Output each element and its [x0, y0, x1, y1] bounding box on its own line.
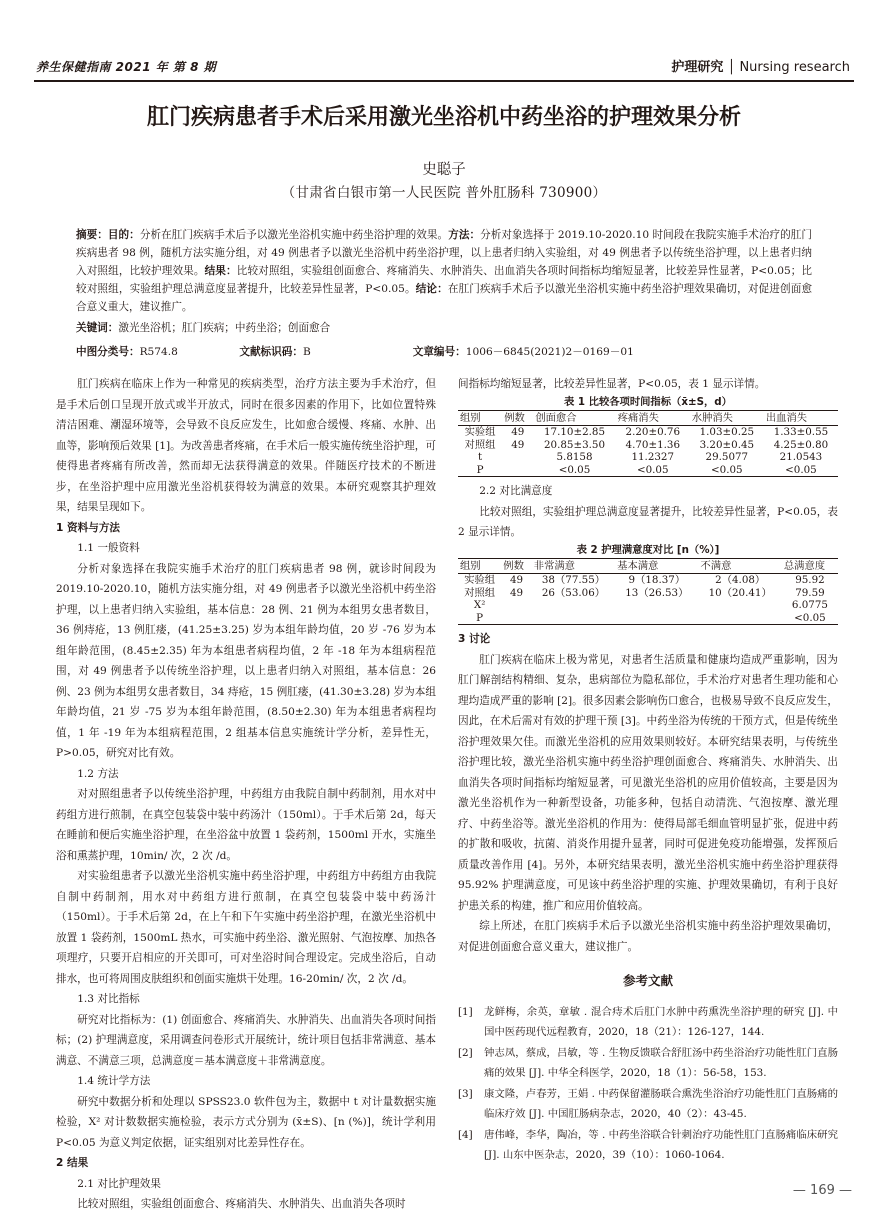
table-cell: 49 [509, 574, 524, 586]
references-list [458, 1002, 838, 1166]
discussion-paragraph: 肛门疾病在临床上极为常见，对患者生活质量和健康均造成严重影响，因为肛门解剖结构精细、复杂，患病部位为隐私部位，手术治疗对患者生理功能和心理均造成严重的影响 [2]。很多因素会影响伤口愈合，也极易导致不良反应发生，因此，在术后需对有效的护理干预 [3]。中药坐浴为传统的干预方式，但是传统坐浴护理效果欠佳。而激光坐浴机的应用效果则较好。本研究结果表明，与传统坐浴护理比较，激光坐浴机实施中药坐浴护理创面愈合、疼痛消失、水肿消失、出血消失各项时间指标均缩短显著，可见激光坐浴机的应用价值较高，主要是因为激光坐浴机作为一种新型设备，功能多种，包括自动清洗、气泡按摩、激光理疗、中药坐浴等。激光坐浴机的作用为：使得局部毛细血管明显扩张，促进中药的扩散和吸收，抗菌、消炎作用提升显著，同时可促进免疫功能增强，发挥预后质量改善作用 [4]。另外，本研究结果表明，激光坐浴机实施中药坐浴护理获得 95.92% 护理满意度，可见该中药坐浴护理的实施、护理效果确切，有利于良好护患关系的构建，推广和应用价值较高。 [458, 653, 838, 912]
table-header-cell: 创面愈合 [533, 410, 615, 426]
table-cell: 实验组 [464, 426, 496, 438]
table-cell: 79.59 [795, 586, 825, 599]
table-cell: 4.25±0.80 [773, 438, 829, 451]
experimental-method-paragraph: 对实验组患者予以激光坐浴机实施中药坐浴护理，中药组方中药组方由我院自制中药制剂，用水对中药组方进行煎制，在真空包装袋中装中药汤汁（150ml）。于手术后第 2d，在上午和下午实施中药坐浴护理，在激光坐浴机中放置 1 袋药剂，1500mL 热水，可实施中药坐浴、激光照射、气泡按摩、加热各项理疗，只要开启相应的开关即可，可对坐浴时间合理设定。完成坐浴后，自动排水，也可将周围皮肤组织和创面实施烘干处理。16-20min/ 次，2 次 /d。 [56, 870, 436, 985]
table-header-cell: 非常满意 [532, 558, 615, 574]
table-cell: 1.33±0.55 [773, 426, 829, 438]
subsection-heading: 1.4 统计学方法 [77, 1075, 151, 1087]
table-cell: t [478, 451, 483, 463]
table-header-cell: 疼痛消失 [616, 410, 690, 426]
methods-text: 分析对象选择于 2019.10-2020.10 时间段在我院实施手术治疗的肛门疾病患者 98 例，随机方法实施分组，对 49 例患者予以激光坐浴机中药坐浴护理，以上患者归纳入实验组，对 49 例患者予以传统坐浴护理，以上患者归纳入对照组，比较护理效果。 [76, 229, 813, 277]
references-heading: 参考文献 [622, 973, 673, 988]
reference-number: [3] [458, 1087, 473, 1100]
keywords [76, 320, 330, 335]
table-header-cell: 基本满意 [615, 558, 698, 574]
table-cell: 38（77.55） [541, 574, 606, 586]
reference-text: 钟志凤，蔡成，吕敏，等 . 生物反馈联合舒肛汤中药坐浴治疗功能性肛门直肠痛的效果 [J]. 中华全科医学，2020，18（1）：56-58，153. [484, 1046, 838, 1079]
reference-item [458, 1043, 838, 1084]
header-divider: │ [727, 60, 736, 75]
table-header-cell: 例数 [502, 410, 533, 426]
section-heading: 1 资料与方法 [56, 521, 121, 534]
subsection-heading: 2.2 对比满意度 [479, 485, 553, 497]
clc-code [76, 344, 236, 359]
subsection-heading: 1.1 一般资料 [77, 542, 140, 554]
methods-label: 方法： [448, 229, 481, 241]
affiliation: （甘肃省白银市第一人民医院 普外肛肠科 730900） [281, 185, 607, 201]
table-row [458, 451, 838, 464]
table-header-cell: 总满意度 [782, 558, 838, 574]
article-title: 肛门疾病患者手术后采用激光坐浴机中药坐浴的护理效果分析 [146, 105, 741, 130]
doc-value: B [302, 346, 311, 358]
table-cell: 13（26.53） [625, 586, 689, 599]
table-row [458, 426, 838, 439]
table-cell: 对照组 [464, 586, 496, 599]
control-method-paragraph: 对对照组患者予以传统坐浴护理，中药组方由我院自制中药制剂，用水对中药组方进行煎制，在真空包装袋中装中药汤汁（150ml）。于手术后第 2d，每天在睡前和便后实施坐浴护理，在坐浴盆中放置 1 袋药剂，1500ml 开水，实施坐浴和熏蒸护理，10min/ 次，2 次 /d。 [56, 788, 436, 862]
table2 [458, 558, 838, 626]
keywords-label: 关键词： [76, 322, 119, 334]
objective-text: 分析在肛门疾病手术后予以激光坐浴机实施中药坐浴护理的效果。 [139, 229, 449, 241]
subsection-heading: 1.3 对比指标 [77, 993, 140, 1005]
section-heading: 3 讨论 [458, 633, 491, 645]
table-header-cell: 水肿消失 [690, 410, 764, 426]
table-header-cell: 组别 [458, 558, 501, 574]
right-column [458, 374, 838, 1166]
table-cell [615, 612, 698, 625]
journal-header: 养生保健指南 2021 年 第 8 期 [36, 60, 217, 74]
table-row [458, 599, 838, 612]
results-label: 结果： [204, 265, 237, 277]
subsection-heading: 2.1 对比护理效果 [77, 1177, 161, 1190]
section-heading: 2 结果 [56, 1157, 89, 1169]
table-cell: 11.2327 [631, 451, 675, 463]
result-paragraph: 比较对照组，实验组创面愈合、疼痛消失、水肿消失、出血消失各项时 [77, 1198, 406, 1210]
reference-number: [2] [458, 1046, 473, 1059]
results-text: 比较对照组，实验组创面愈合、疼痛消失、水肿消失、出血消失各项时间指标均缩短显著，比较差异性显著，P<0.05；比较对照组，实验组护理总满意度显著提升，比较差异性显著，P<0.05。 [76, 265, 813, 295]
reference-item [458, 1002, 838, 1043]
table-cell: 17.10±2.85 [544, 426, 606, 438]
author: 史聪子 [422, 162, 466, 178]
table-cell: 2（4.08） [715, 574, 766, 586]
table-cell [615, 599, 698, 612]
classification [76, 344, 816, 359]
table-cell: 10（20.41） [708, 586, 772, 599]
statistics-paragraph: 研究中数据分析和处理以 SPSS23.0 软件包为主，数据中 t 对计量数据实施检验，X² 对计数数据实施检验，表示方式分别为 (x̄±S)、[n (%)]，统计学利用 P<0.05 为意义判定依据，证实组别对比差异性存在。 [56, 1095, 436, 1149]
abstract [76, 226, 812, 316]
table-cell [699, 599, 782, 612]
table-cell [502, 451, 533, 464]
table-row [458, 612, 838, 625]
table-cell: 95.92 [795, 574, 825, 586]
left-column [56, 374, 436, 1215]
table-cell [532, 612, 615, 625]
table-cell: 3.20±0.45 [699, 438, 755, 451]
table-cell: <0.05 [764, 464, 838, 477]
table-cell: <0.05 [533, 464, 615, 477]
table-cell: 49 [511, 438, 525, 451]
result-continuation: 间指标均缩短显著，比较差异性显著，P<0.05，表 1 显示详情。 [458, 378, 766, 390]
table-cell: 29.5077 [705, 451, 749, 463]
table-row [458, 587, 838, 600]
reference-text: 龙鲜梅，余英，章敏 . 混合痔术后肛门水肿中药熏洗坐浴护理的研究 [J]. 中国中医药现代远程教育，2020，18（21）：126-127，144. [484, 1005, 838, 1038]
table-header-cell: 组别 [458, 410, 502, 426]
table-row [458, 464, 838, 477]
table-header-cell: 不满意 [699, 558, 782, 574]
table-cell [501, 599, 532, 612]
table-cell: <0.05 [616, 464, 690, 477]
table1 [458, 410, 838, 478]
table-cell: 20.85±3.50 [544, 438, 606, 451]
section-header [671, 56, 850, 75]
reference-item [458, 1084, 838, 1125]
subsection-heading: 1.2 方法 [77, 767, 119, 780]
doc-code [239, 344, 409, 359]
table-cell: 21.0543 [779, 451, 823, 463]
table-cell: X² [473, 599, 486, 611]
table-cell [699, 612, 782, 625]
table-row [458, 574, 838, 587]
article-label: 文章编号： [412, 346, 466, 358]
abstract-label: 摘要： [76, 229, 108, 241]
table-cell: 49 [509, 586, 524, 599]
reference-item [458, 1125, 838, 1166]
doc-label: 文献标识码： [239, 346, 303, 358]
section-cn: 护理研究 [671, 60, 724, 75]
conclusion-text: 在肛门疾病手术后予以激光坐浴机实施中药坐浴护理效果确切，对促进创面愈合意义重大，建议推广。 [76, 283, 813, 313]
general-data-paragraph: 分析对象选择在我院实施手术治疗的肛门疾病患者 98 例，就诊时间段为 2019.10-2020.10，随机方法实施分组，对 49 例患者予以激光坐浴机中药坐浴护理，以上患者归纳入实验组，基本信息：28 例、21 例为本组男女患者数目，36 例痔疮，13 例肛瘘，(41.25±3.25) 岁为本组年龄均值，20 岁 -76 岁为本组年龄范围，(8.45±2.35) 年为本组患者病程均值，2 年 -18 年为本组病程范围，对 49 例患者予以传统坐浴护理，以上患者归纳入对照组，基本信息：26 例、23 例为本组男女患者数目，34 痔疮，15 例肛瘘，(41.30±3.28) 岁为本组年龄均值，21 岁 -75 岁为本组年龄范围，(8.50±2.30) 年为本组患者病程均值，1 年 -19 年为本组病程范围，2 组基本信息实施统计学分析，差异性无，P>0.05，研究对比有效。 [56, 562, 436, 759]
objective-label: 目的： [107, 229, 140, 241]
table-header-cell: 例数 [501, 558, 532, 574]
table-cell: 实验组 [464, 574, 496, 586]
reference-number: [4] [458, 1128, 473, 1141]
table-cell [502, 464, 533, 477]
table-cell: 9（18.37） [628, 574, 686, 586]
table-row [458, 439, 838, 452]
reference-text: 唐伟峰，李华，陶冶，等 . 中药坐浴联合针刺治疗功能性肛门直肠痛临床研究 [J]. 山东中医杂志，2020，39（10）：1060-1064. [484, 1128, 838, 1161]
clc-value: R574.8 [139, 346, 178, 358]
conclusion-label: 结论： [415, 283, 448, 295]
table-cell: 5.8158 [556, 451, 593, 463]
table-cell: 2.20±0.76 [625, 426, 680, 438]
table-cell: <0.05 [782, 612, 838, 625]
keywords-text: 激光坐浴机；肛门疾病；中药坐浴；创面愈合 [118, 322, 331, 334]
table-cell: <0.05 [690, 464, 764, 477]
table-header-cell: 出血消失 [764, 410, 838, 426]
table-cell: P [458, 612, 501, 625]
article-number [413, 344, 634, 359]
table-cell: 对照组 [464, 438, 496, 451]
table-cell [532, 599, 615, 612]
table2-caption: 表 2 护理满意度对比 [n（%）] [576, 543, 720, 556]
article-value: 1006－6845(2021)2－0169－01 [465, 346, 634, 358]
table-cell: 1.03±0.25 [699, 426, 755, 438]
table-cell: P [458, 464, 502, 477]
satisfaction-paragraph: 比较对照组，实验组护理总满意度显著提升，比较差异性显著，P<0.05，表 2 显示详情。 [458, 505, 838, 538]
reference-number: [1] [458, 1005, 473, 1018]
reference-text: 康文隆，卢春芳，王娟 . 中药保留灌肠联合熏洗坐浴治疗功能性肛门直肠痛的临床疗效 [J]. 中国肛肠病杂志，2020，40（2）：43-45. [484, 1087, 838, 1120]
table-cell: 26（53.06） [541, 586, 606, 599]
page-number: — 169 — [792, 1183, 852, 1198]
header-rule [34, 80, 854, 82]
clc-label: 中图分类号： [76, 346, 140, 358]
section-en: Nursing research [739, 60, 850, 75]
table-cell: 6.0775 [791, 599, 828, 611]
table1-caption: 表 1 比较各项时间指标（x̄±S，d） [564, 395, 732, 408]
table-cell: 4.70±1.36 [625, 438, 680, 451]
index-paragraph: 研究对比指标为：(1) 创面愈合、疼痛消失、水肿消失、出血消失各项时间指标；(2) 护理满意度，采用调查问卷形式开展统计，统计项目包括非常满意、基本满意、不满意三项，总满意度＝基本满意度＋非常满意度。 [56, 1013, 436, 1067]
intro-paragraph: 肛门疾病在临床上作为一种常见的疾病类型，治疗方法主要为手术治疗，但是手术后创口呈现开放式或半开放式，同时在很多因素的作用下，比如位置特殊清洁困难、潮湿环境等，会导致不良反应发生，比如愈合缓慢、疼痛、水肿、出血等，影响预后效果 [1]。为改善患者疼痛，在手术后一般实施传统坐浴护理，可使得患者疼痛有所改善，然而却无法获得满意的效果。伴随医疗技术的不断进步，在坐浴护理中应用激光坐浴机获得较为满意的效果。本研究观察其护理效果，结果呈现如下。 [56, 378, 436, 513]
summary-paragraph: 综上所述，在肛门疾病手术后予以激光坐浴机实施中药坐浴护理效果确切，对促进创面愈合意义重大，建议推广。 [458, 920, 838, 953]
table-cell: 49 [511, 426, 525, 438]
table-cell [501, 612, 532, 625]
